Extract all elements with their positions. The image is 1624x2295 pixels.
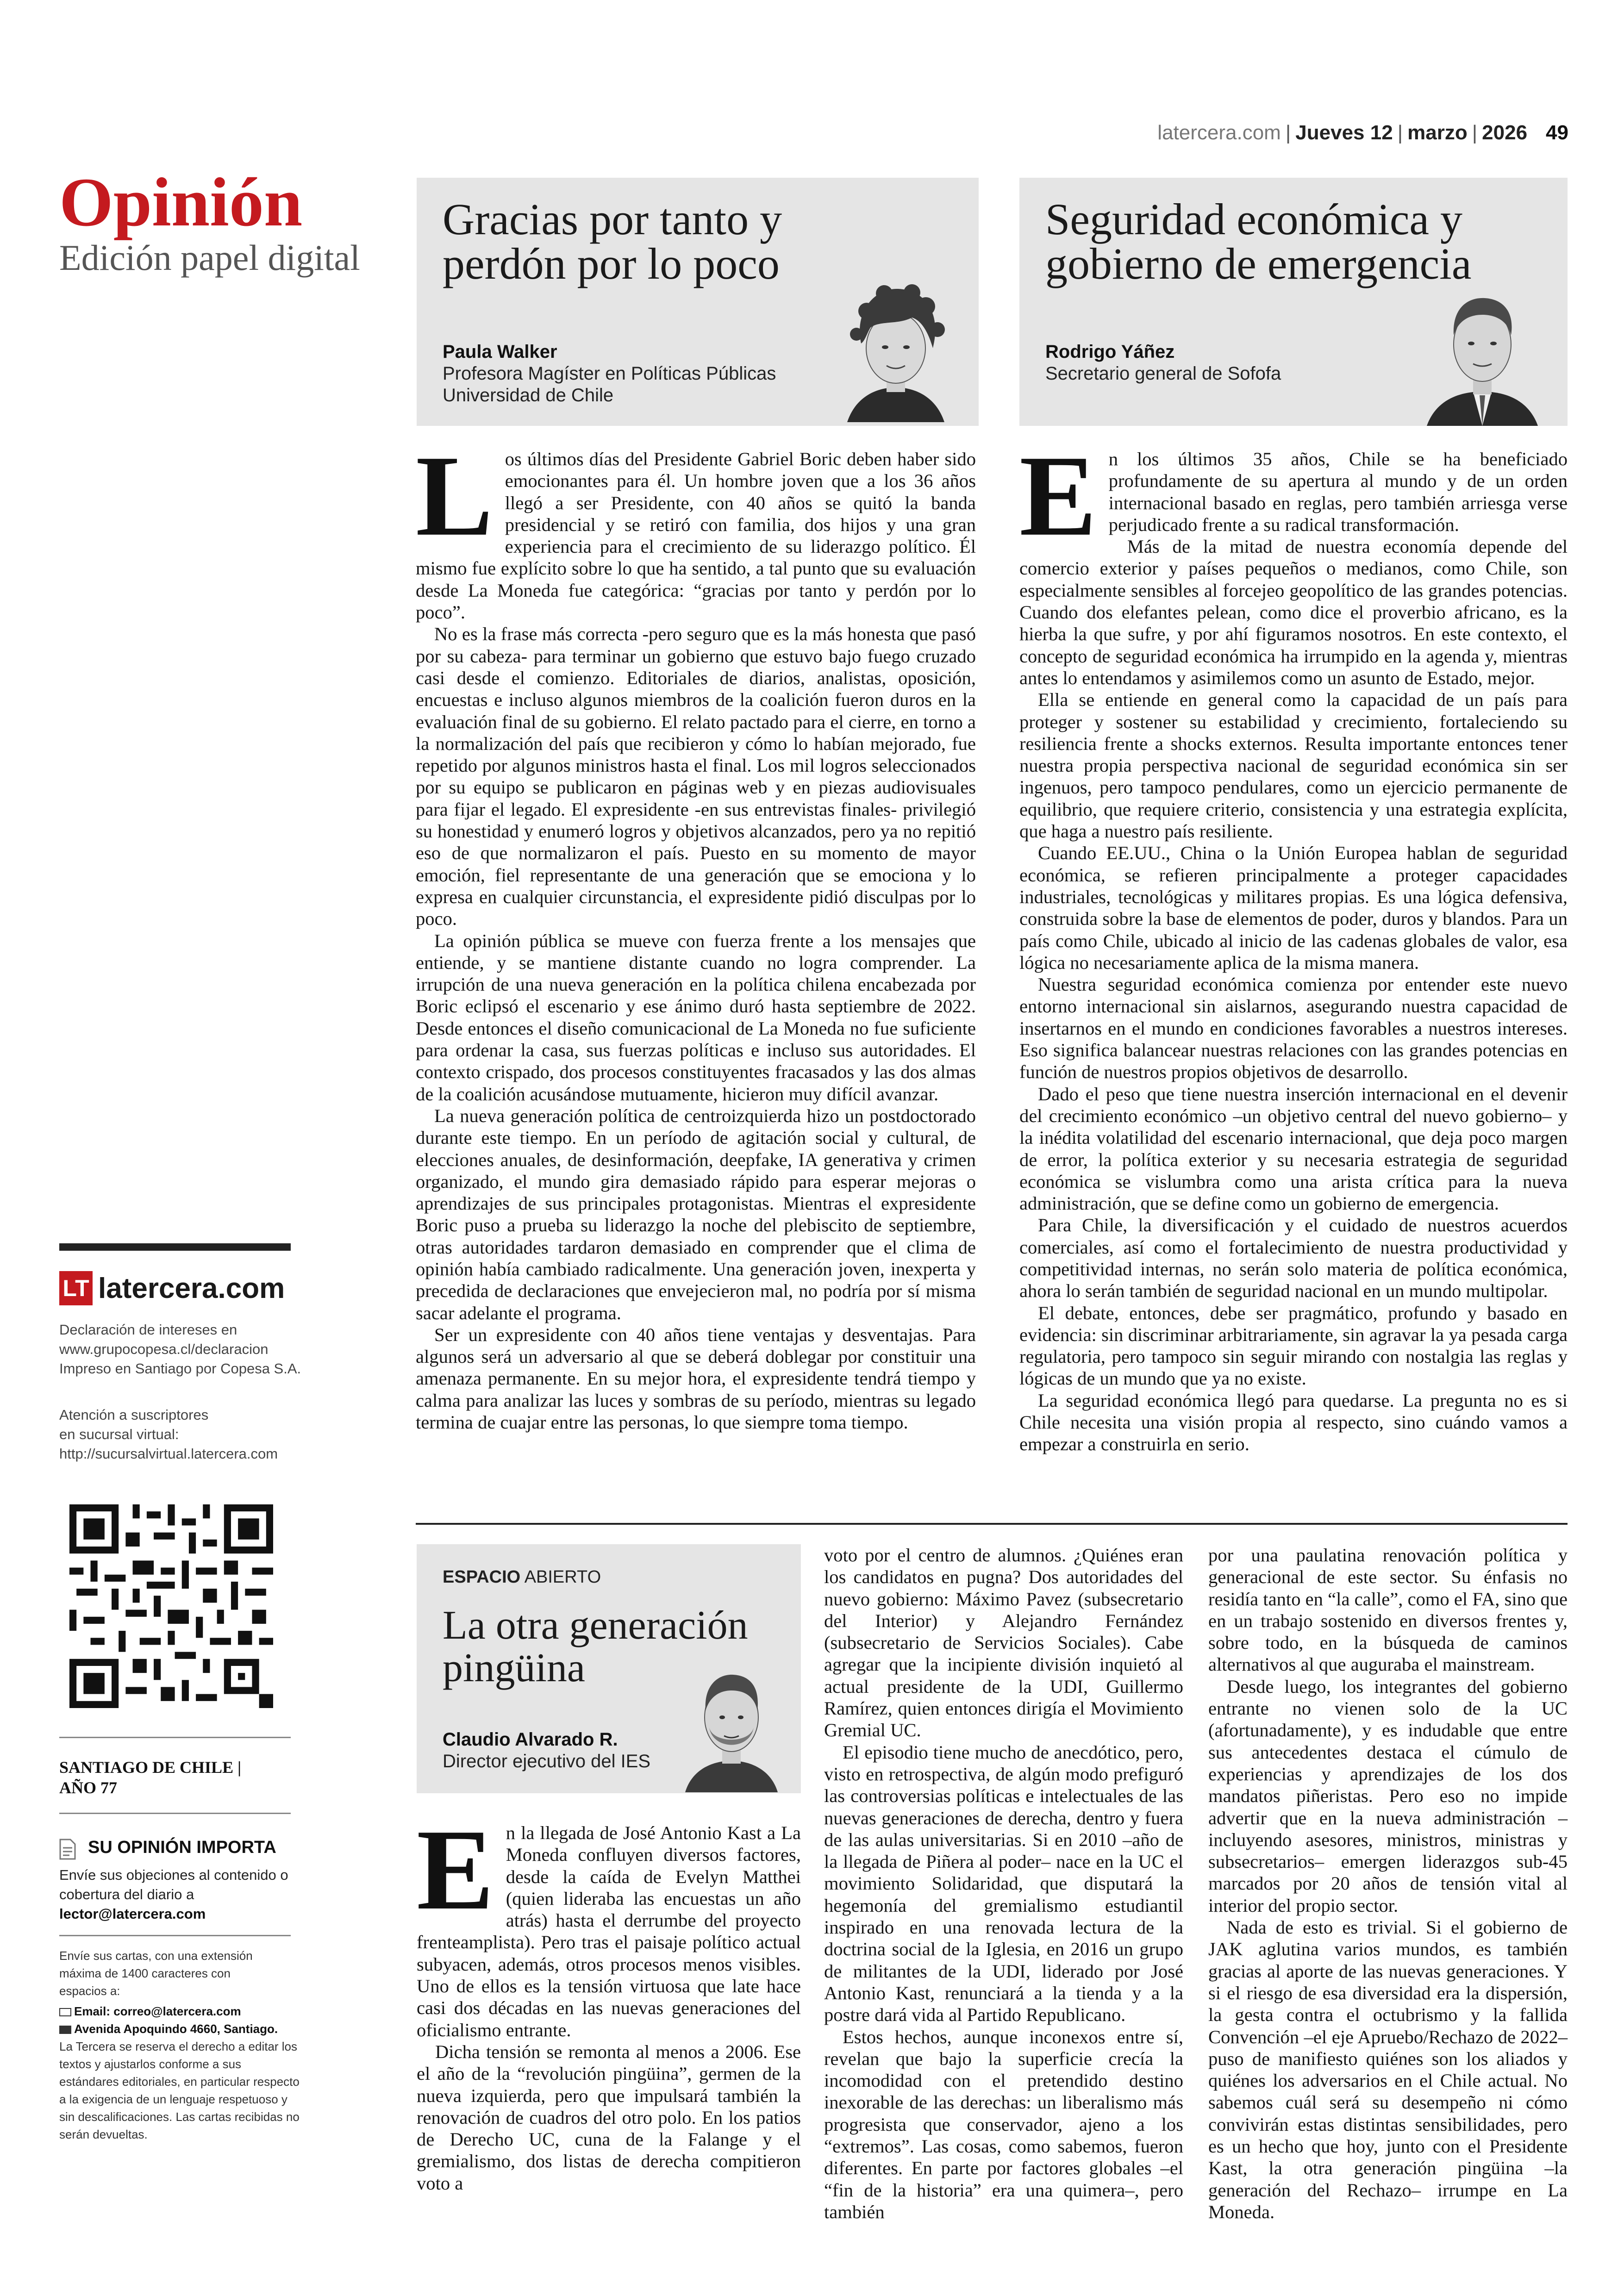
- article1-paragraph: La nueva generación política de centroizquierda hizo un postdoctorado durante este tiempo. En un período de agitación social y cultural, de elecciones anuales, de desinformación, deepfake, IA generativa y crimen organizado, el mundo gira demasiado rápido para esperar mejoras o aprendizajes de sus principales protagonistas. Mientras el expresidente Boric puso a prueba su liderazgo la noche del plebiscito de septiembre, otras autoridades tardaron demasiado en comprender que el clima de opinión había cambiado radicalmente. Una generación joven, inexperta y precedida de declaraciones que envejecieron mal, no podría por sí misma sacar adelante el programa.: [416, 1105, 976, 1323]
- article2-title: Seguridad económica y gobierno de emergencia: [1045, 194, 1472, 288]
- article3-paragraph: n la llegada de José Antonio Kast a La Moneda confluyen diversos factores, desde la caída de Evelyn Matthei (quien lideraba las encuestas un año atrás) hasta el derrumbe del proyecto frenteamplista). Pero tras el paisaje político actual subyacen, además, otros procesos menos visibles. Uno de ellos es la tensión virtuosa que late hace casi dos décadas en las nuevas generaciones del oficialismo entrante.: [417, 1822, 801, 2040]
- article2-paragraph: n los últimos 35 años, Chile se ha beneficiado profundamente de su apertura al mundo y de un orden internacional basado en reglas, pero también arriesga verse perjudicado frente a su radical transformación.: [1108, 449, 1568, 535]
- declaration-link[interactable]: www.grupocopesa.cl/declaracion: [59, 1341, 269, 1357]
- opinion-email-link[interactable]: lector@latercera.com: [59, 1906, 206, 1922]
- article1-header-box: [417, 178, 979, 426]
- article1-paragraph: os últimos días del Presidente Gabriel Boric deben haber sido emocionantes para él. Un hombre joven que a los 36 años llegó a ser Presidente, con 40 años se quitó la banda presidencial y se retiró con familia, dos hijos y una gran experiencia para el crecimiento de su liderazgo político. Él mismo fue explícito sobre lo que ha sentido, a tal punto que su evaluación desde La Moneda fue categórica: “gracias por tanto y perdón por lo poco”.: [416, 449, 976, 623]
- article3-body-col3: [1208, 1544, 1568, 2223]
- article2-paragraph: Para Chile, la diversificación y el cuidado de nuestros acuerdos comerciales, así como el fortalecimiento de nuestra productividad y competitividad internas, no serán solo materia de política económica, ahora lo serán también de seguridad nacional en un mundo multipolar.: [1019, 1215, 1568, 1302]
- lt-logo-icon: LT: [59, 1271, 93, 1305]
- opinion-block: Envíe sus objeciones al contenido o cobertura del diario a lector@latercera.com: [59, 1865, 319, 1924]
- section-divider: [416, 1523, 1568, 1525]
- page-number: 49: [1546, 121, 1568, 144]
- article1-paragraph: Ser un expresidente con 40 años tiene ventajas y desventajas. Para algunos será un adversario al que se deberá doblegar por constituir una amenaza permanente. En su mejor hora, el expresidente tendrá tiempo y calma para analizar las luces y sombras de su período, mientras su legado termina de cuajar entre las personas, lo que siempre toma tiempo.: [416, 1324, 976, 1433]
- page-header: latercera.com | Jueves 12 | marzo | 2026 49: [1157, 121, 1568, 144]
- article1-author: Paula Walker: [443, 342, 557, 362]
- article3-title: La otra generación pingüina: [443, 1603, 748, 1690]
- article1-author-role: Profesora Magíster en Políticas Públicas Universidad de Chile: [443, 363, 776, 405]
- article1-dropcap: L: [416, 432, 493, 560]
- article3-paragraph: Nada de esto es trivial. Si el gobierno de JAK aglutina varios mundos, es también gracias al aporte de las nuevas generaciones. Y si el riesgo de esa diversidad era la dispersión, la gesta contra el octubrismo y la fallida Convención –el eje Apruebo/Rechazo de 2022– puso de manifiesto quiénes son los aliados y quiénes los adversarios en el Chile actual. No sabemos cuál será su desempeño ni cómo convivirán estas distintas sensibilidades, pero es un hecho que hoy, junto con el Presidente Kast, la otra generación pingüina –la generación del Rechazo– irrumpe en La Moneda.: [1208, 1917, 1568, 2222]
- article3-paragraph: Dicha tensión se remonta al menos a 2006. Ese el año de la “revolución pingüina”, germen de la nueva izquierda, pero que impulsará también la renovación de cuadros del otro polo. En los patios de Derecho UC, cuna de la Falange y el gremialismo, dos listas de derecha compitieron voto a: [417, 2041, 801, 2194]
- article2-body: [1019, 432, 1568, 1455]
- article3-paragraph: Estos hechos, aunque inconexos entre sí, revelan que bajo la superficie crecía la incomodidad con el pretendido destino inexorable de las derechas: un liberalismo más progresista que conservador, ajeno a los “extremos”. Las cosas, como sabemos, fueron diferentes. En parte por factores globales –el “fin de la historia” era una quimera–, pero también: [824, 2026, 1183, 2222]
- article1-body: [416, 432, 976, 1433]
- opinion-title: SU OPINIÓN IMPORTA: [88, 1838, 276, 1857]
- qr-code-icon[interactable]: [69, 1504, 273, 1708]
- subscribers-block: Atención a suscriptores en sucursal virtual: http://sucursalvirtual.latercera.com: [59, 1405, 337, 1464]
- article2-paragraph: El debate, entonces, debe ser pragmático, profundo y basado en evidencia: sin discriminar arbitrariamente, sin agravar la ya pesada carga regulatoria, pero tampoco sin seguir mirando con nostalgia las reglas y lógicas de un mundo que ya no existe.: [1019, 1302, 1568, 1389]
- article1-title: Gracias por tanto y perdón por lo poco: [443, 194, 782, 288]
- article2-paragraph: Ella se entiende en general como la capacidad de un país para proteger y sostener su estabilidad y crecimiento, fortaleciendo su resiliencia frente a shocks externos. Resulta importante entonces tener nuestra propia perspectiva nacional de seguridad económica sin ser ingenuos, pero tampoco pendulares, como un ejercicio permanente de equilibrio, que requiere criterio, consistencia y una estrategia explícita, que haga a nuestro país resiliente.: [1019, 689, 1568, 842]
- article2-paragraph: Nuestra seguridad económica comienza por entender este nuevo entorno internacional sin aislarnos, asegurando nuestra capacidad de insertarnos en el mundo en condiciones favorables a nuestros intereses. Eso significa balancear nuestras relaciones con las grandes potencias en función de nuestros propios objetivos de desarrollo.: [1019, 974, 1568, 1083]
- article2-paragraph: La seguridad económica llegó para quedarse. La pregunta no es si Chile necesita una visión propia al respecto, sino cuándo vamos a empezar a construirla en serio.: [1019, 1390, 1568, 1455]
- sidebar-rule: [59, 1935, 291, 1936]
- article2-author: Rodrigo Yáñez: [1045, 342, 1175, 362]
- author-portrait-rodrigo-yanez: [1427, 284, 1538, 426]
- article3-author: Claudio Alvarado R.: [443, 1729, 618, 1750]
- article2-dropcap: E: [1019, 432, 1097, 560]
- article3-paragraph: Desde luego, los integrantes del gobierno entrante no vienen solo de la UC (afortunadamente), y es indudable que entre sus antecedentes destaca el cúmulo de experiencias y aprendizajes de los dos mandatos piñeristas. Pero eso no impide advertir que en la nueva administración –incluyendo asesores, ministros, ministras y subsecretarios– emergen liderazgos sub-45 marcados por 20 años de tensión vital al interior del propio sector.: [1208, 1676, 1568, 1916]
- sidebar-rule: [59, 1813, 291, 1814]
- letters-block: Envíe sus cartas, con una extensión máxima de 1400 caracteres con espacios a: Email: correo@latercera.com Avenida Apoquindo 4660, Santiago. La Tercera se reserva el derecho a editar los textos y ajustarlos conforme a sus estándares editoriales, en particular respecto a la exigencia de un lenguaje respetuoso y sin descalificaciones. Las cartas recibidas no serán devueltas.: [59, 1947, 300, 2143]
- article3-body-col1: [417, 1806, 801, 2194]
- mail-icon: [59, 2026, 71, 2034]
- article3-paragraph: por una paulatina renovación política y generacional de este sector. Su énfasis no residía tanto en “la calle”, como el FA, sino que en un trabajo sostenido en diversos frentes y, sobre todo, en la búsqueda de caminos alternativos al que auguraba el mainstream.: [1208, 1545, 1568, 1675]
- section-subtitle: Edición papel digital: [59, 237, 360, 278]
- article2-header-box: [1019, 178, 1568, 426]
- section-title: Opinión: [59, 164, 303, 241]
- email-icon: [59, 2008, 71, 2016]
- rights-text: La Tercera se reserva el derecho a editar los textos y ajustarlos conforme a sus estándares editoriales, en particular respecto a la exigencia de un lenguaje respetuoso y sin descalificaciones. Las cartas recibidas no serán devueltas.: [59, 2039, 300, 2141]
- article3-kicker: ESPACIO ABIERTO: [443, 1567, 601, 1587]
- article2-paragraph: Más de la mitad de nuestra economía depende del comercio exterior y países pequeños o medianos, como Chile, son especialmente sensibles al forcejeo geopolítico de las grandes potencias. Cuando dos elefantes pelean, como dice el proverbio africano, es la hierba la que sufre, y por ahí figuramos nosotros. En este contexto, el concepto de seguridad económica ha irrumpido en la agenda y, mientras antes lo entendamos y asimilemos como un asunto de Estado, mejor.: [1019, 536, 1568, 688]
- article1-paragraph: No es la frase más correcta -pero seguro que es la más honesta que pasó por su cabeza- para terminar un gobierno que estuvo bajo fuego cruzado casi desde el comienzo. Editoriales de diarios, analistas, oposición, encuestas e incluso algunos miembros de la coalición fueron duros en la evaluación final de su gobierno. El relato pactado para el cierre, en torno a la normalización del país que recibieron y cómo lo habían mejorado, fue repetido por algunos ministros hasta el final. Los mil logros seleccionados por su equipo se publicaron en páginas web y en piezas audiovisuales para fijar el legado. El expresidente -en sus entrevistas finales- privilegió su honestidad y enumeró logros y objetivos alcanzados, pero ya no repitió eso de que normalizaron el país. Puesto en su momento de mayor emoción, fiel representante de una generación que se emociona y lo expresa en cualquier circunstancia, el expresidente pidió disculpas por lo poco.: [416, 624, 976, 929]
- header-day: Jueves 12: [1295, 121, 1393, 144]
- city-block: SANTIAGO DE CHILE | AÑO 77: [59, 1758, 242, 1797]
- article3-paragraph: El episodio tiene mucho de anecdótico, pero, visto en retrospectiva, de algún modo prefiguró las controversias políticas e intelectuales de las nuevas generaciones de derecha, dentro y fuera de las aulas universitarias. Si en 2010 –año de la llegada de Piñera al poder– nace en la UC el movimiento Solidaridad, que disputará la hegemonía del gremialismo estudiantil inspirado en una renovada lectura de la doctrina social de la Iglesia, en 2016 un grupo de militantes de la UDI, liderado por José Antonio Kast, renunciará a la tienda y a la postre dará vida al Partido Republicano.: [824, 1741, 1183, 2026]
- article3-header-box: [417, 1544, 801, 1793]
- document-icon: [59, 1839, 76, 1860]
- article2-paragraph: Cuando EE.UU., China o la Unión Europea hablan de seguridad económica, se refieren principalmente a proteger capacidades industriales, tecnológicas y militares propias. Es una lógica defensiva, construida sobre la base de elementos de poder, duros y blandos. Para un país como Chile, ubicado al inicio de las cadenas globales de valor, esa lógica no necesariamente aplica de la misma manera.: [1019, 842, 1568, 973]
- letters-address: Avenida Apoquindo 4660, Santiago.: [59, 2020, 300, 2038]
- article3-paragraph: voto por el centro de alumnos. ¿Quiénes eran los candidatos en pugna? Dos autoridades del nuevo gobierno: Máximo Pavez (subsecretario del Interior) y Alejandro Fernández (subsecretario de Servicios Sociales). Cabe agregar que la incipiente división inquietó al actual presidente de la UDI, Guillermo Ramírez, quien entonces dirigía el Movimiento Gremial UC.: [824, 1545, 1183, 1741]
- article2-author-role: Secretario general de Sofofa: [1045, 363, 1281, 384]
- article3-author-role: Director ejecutivo del IES: [443, 1751, 651, 1771]
- article3-body-col2: [824, 1544, 1183, 2223]
- letters-email[interactable]: Email: correo@latercera.com: [59, 2002, 300, 2020]
- author-portrait-paula-walker: [843, 283, 949, 422]
- sidebar-top-rule: [59, 1243, 291, 1251]
- declaration-block: Declaración de intereses en www.grupocopesa.cl/declaracion Impreso en Santiago por Copesa S.A.: [59, 1320, 319, 1378]
- header-year: 2026: [1482, 121, 1528, 144]
- sidebar-rule: [59, 1737, 291, 1738]
- header-month: marzo: [1407, 121, 1468, 144]
- header-site[interactable]: latercera.com: [1157, 121, 1281, 144]
- article3-dropcap: E: [417, 1806, 494, 1934]
- logo-text: latercera.com: [98, 1272, 285, 1304]
- subscribers-link[interactable]: http://sucursalvirtual.latercera.com: [59, 1446, 278, 1462]
- article1-paragraph: La opinión pública se mueve con fuerza frente a los mensajes que entiende, y se mantiene distante cuando no logra comprender. La irrupción de una nueva generación en la política chilena encabezada por Boric eclipsó el escenario y ese ánimo duró hasta septiembre de 2022. Desde entonces el diseño comunicacional de La Moneda no fue suficiente para ordenar la casa, sus fuerzas políticas e incluso sus autoridades. El contexto crispado, dos procesos constituyentes fracasados y las dos almas de la coalición acusándose mutuamente, hicieron muy difícil avanzar.: [416, 930, 976, 1104]
- article2-paragraph: Dado el peso que tiene nuestra inserción internacional en el devenir del crecimiento económico –un objetivo central del nuevo gobierno– y la inédita volatilidad del escenario internacional, que deja poco margen de error, la política exterior y su necesaria estrategia de seguridad económica se vislumbra como una arista crítica para la nueva administración, que se define como un gobierno de emergencia.: [1019, 1083, 1568, 1214]
- author-portrait-claudio-alvarado: [685, 1663, 778, 1792]
